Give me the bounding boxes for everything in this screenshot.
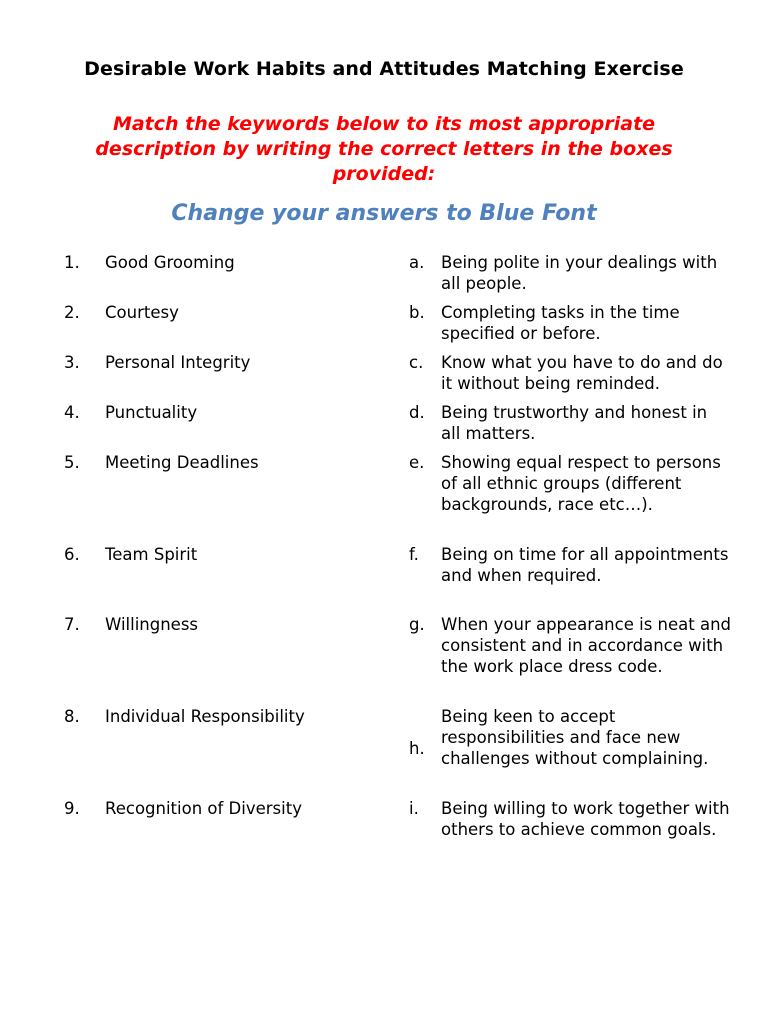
answer-note: Change your answers to Blue Font (171, 201, 597, 226)
keyword: Team Spirit (105, 545, 198, 564)
description: Being willing to work together with others to achieve common goals. (441, 799, 730, 839)
option-letter: b. (409, 303, 425, 322)
keyword: Punctuality (105, 403, 198, 422)
option-letter: c. (409, 353, 424, 372)
keyword: Personal Integrity (105, 353, 251, 372)
item-number: 3. (64, 353, 80, 372)
item-number: 1. (64, 253, 80, 272)
keyword: Individual Responsibility (105, 707, 305, 726)
item-number: 2. (64, 303, 80, 322)
option-letter: f. (409, 545, 419, 564)
keyword: Recognition of Diversity (105, 799, 302, 818)
item-number: 6. (64, 545, 80, 564)
option-letter: e. (409, 453, 425, 472)
page-title: Desirable Work Habits and Attitudes Matching Exercise (84, 58, 684, 80)
description: When your appearance is neat and consistent and in accordance with the work place dress code. (441, 615, 732, 676)
option-letter: h. (409, 739, 425, 758)
keyword: Willingness (105, 615, 199, 634)
keyword: Meeting Deadlines (105, 453, 259, 472)
description: Showing equal respect to persons of all ethnic groups (different backgrounds, race etc…). (441, 453, 721, 514)
item-number: 8. (64, 707, 80, 726)
description: Being keen to accept responsibilities and face new challenges without complaining. (441, 707, 709, 768)
instruction-text: Match the keywords below to its most appropriate description by writing the correct letters in the boxes provided: (95, 113, 673, 185)
item-number: 5. (64, 453, 80, 472)
option-letter: a. (409, 253, 425, 272)
option-letter: d. (409, 403, 425, 422)
description: Completing tasks in the time specified or before. (441, 303, 680, 343)
keyword: Good Grooming (105, 253, 235, 272)
item-number: 9. (64, 799, 80, 818)
description: Know what you have to do and do it without being reminded. (441, 353, 723, 393)
keyword: Courtesy (105, 303, 179, 322)
option-letter: g. (409, 615, 425, 634)
description: Being on time for all appointments and when required. (441, 545, 729, 585)
description: Being polite in your dealings with all people. (441, 253, 718, 293)
description: Being trustworthy and honest in all matters. (441, 403, 708, 443)
item-number: 7. (64, 615, 80, 634)
option-letter: i. (409, 799, 419, 818)
item-number: 4. (64, 403, 80, 422)
